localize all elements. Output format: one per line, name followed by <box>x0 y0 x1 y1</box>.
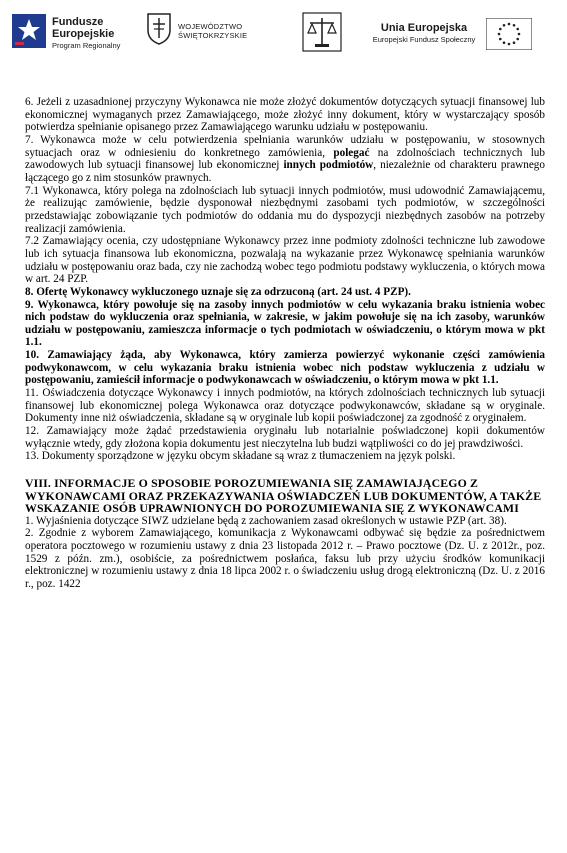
paragraph-11: 11. Oświadczenia dotyczące Wykonawcy i innych podmiotów, na których zdolnościach technicznych lub sytuacji finansowej lub ekonomicznej polega Wykonawca oraz dotyczące podwykonawców, składane są w oryginale. Dokumenty inne niż oświadczenia, składane są w oryginale lub kopii poświadczonej za zgodność z oryginałem. <box>25 387 545 425</box>
wojewodztwo-line2: ŚWIĘTOKRZYSKIE <box>178 31 248 40</box>
paragraph-7-1: 7.1 Wykonawca, który polega na zdolnościach lub sytuacji innych podmiotów, musi udowodnić Zamawiającemu, że realizując zamówienie, będzie dysponował niezbędnymi zasobami tych podmiotów, w szczególności przedstawiając zobowiązanie tych podmiotów do oddania mu do dyspozycji niezbędnych zasobów na potrzeby realizacji zamówienia. <box>25 184 545 235</box>
paragraph-10: 10. Zamawiający żąda, aby Wykonawca, który zamierza powierzyć wykonanie części zamówienia podwykonawcom, w celu wykazania braku istnienia wobec nich podstaw wykluczenia z udziału w postępowaniu, zamieścił informacje o podwykonawcach w oświadczeniu, o którym mowa w pkt 1.1. <box>25 349 545 387</box>
unia-europejska-logo <box>368 18 558 58</box>
paragraph-9: 9. Wykonawca, który powołuje się na zasoby innych podmiotów w celu wykazania braku istnienia wobec nich podstaw do wykluczenia oraz spełniania, w zakresie, w jakim powołuje się na ich zasoby, warunków udziału w postępowaniu, zamieszcza informacje o tych podmiotach w oświadczeniu, o którym mowa w pkt 1.1. <box>25 298 545 349</box>
section-viii-paragraph-2: 2. Zgodnie z wyborem Zamawiającego, komunikacja z Wykonawcami odbywać się będzie za pośrednictwem operatora pocztowego w rozumieniu ustawy z dnia 23 listopada 2012 r. – Prawo pocztowe (Dz. U. z 2012r., poz. 1529 z późn. zm.), osobiście, za pośrednictwem posłańca, faksu lub przy użyciu środków komunikacji elektronicznej w rozumieniu ustawy z dnia 18 lipca 2002 r. o świadczeniu usług drogą elektroniczną (Dz. U. z 2016 r., poz. 1422 <box>25 527 545 591</box>
scales-of-justice-icon <box>302 12 342 52</box>
wojewodztwo-logo <box>146 12 266 56</box>
paragraph-12: 12. Zamawiający może żądać przedstawienia oryginału lub notarialnie poświadczonej kopii dokumentów wyłącznie wtedy, gdy złożona kopia dokumentu jest nieczytelna lub budzi wątpliwości co do jej prawdziwości. <box>25 425 545 450</box>
eu-flag-icon <box>486 18 532 50</box>
paragraph-7 <box>25 134 545 185</box>
swietokrzyskie-crest-icon <box>146 12 172 46</box>
paragraph-7-2: 7.2 Zamawiający ocenia, czy udostępniane Wykonawcy przez inne podmioty zdolności techniczne lub zawodowe lub ich sytuacja finansowa lub ekonomiczna, pozwalają na wykazanie przez Wykonawcę spełniania warunków udziału w postępowaniu oraz bada, czy nie zachodzą wobec tego podmiotu podstawy wykluczenia, o których mowa w art. 24 PZP. <box>25 235 545 286</box>
paragraph-7-text-e: , niezależnie od charakteru prawnego łączącego go z nim stosunków prawnych. <box>25 159 545 184</box>
fundusze-europejskie-logo <box>12 12 132 56</box>
ue-line2: Europejski Fundusz Społeczny <box>372 35 476 44</box>
document-body <box>25 96 545 591</box>
paragraph-7-bold-polegac: polegać <box>333 146 370 159</box>
fundusze-star-icon <box>12 14 46 48</box>
paragraph-13: 13. Dokumenty sporządzone w języku obcym składane są wraz z tłumaczeniem na język polski. <box>25 450 456 463</box>
paragraph-6: 6. Jeżeli z uzasadnionej przyczyny Wykonawca nie może złożyć dokumentów dotyczących sytuacji finansowej lub ekonomicznej wymaganych przez Zamawiającego, może złożyć inny dokument, który w wystarczający sposób potwierdza spełnianie opisanego przez Zamawiającego warunku udziału w postępowaniu. <box>25 96 545 134</box>
section-viii-title: VIII. INFORMACJE O SPOSOBIE POROZUMIEWANIA SIĘ ZAMAWIAJĄCEGO Z WYKONAWCAMI ORAZ PRZEKAZYWANIA OŚWIADCZEŃ LUB DOKUMENTÓW, A TAKŻE WSKAZANIE OSÓB UPRAWNIONYCH DO POROZUMIEWANIA SIĘ Z WYKONAWCAMI <box>25 476 542 516</box>
paragraph-7-text-a: 7. Wykonawca może w celu potwierdzenia spełniania warunków udziału w postępowaniu, w stosownych sytuacjach oraz w odniesieniu do konkretnego zamówienia, <box>25 133 545 159</box>
section-viii-paragraph-1: 1. Wyjaśnienia dotyczące SIWZ udzielane będą z zachowaniem zasad określonych w ustawie PZP (art. 38). <box>25 514 507 527</box>
paragraph-7-bold-innych-podmiotow: innych podmiotów <box>283 159 374 172</box>
paragraph-7-text-c: na zdolnościach technicznych lub zawodowych lub sytuacji finansowej lub ekonomicznej <box>25 146 545 172</box>
fundusze-line3: Program Regionalny <box>52 41 121 50</box>
ue-line1: Unia Europejska <box>380 22 468 34</box>
fundusze-line2: Europejskie <box>52 28 115 40</box>
scales-logo <box>302 12 342 52</box>
paragraph-8: 8. Ofertę Wykonawcy wykluczonego uznaje się za odrzuconą (art. 24 ust. 4 PZP). <box>25 285 411 298</box>
fundusze-line1: Fundusze <box>52 16 104 28</box>
page-header <box>0 0 567 64</box>
wojewodztwo-line1: WOJEWÓDZTWO <box>178 22 243 31</box>
